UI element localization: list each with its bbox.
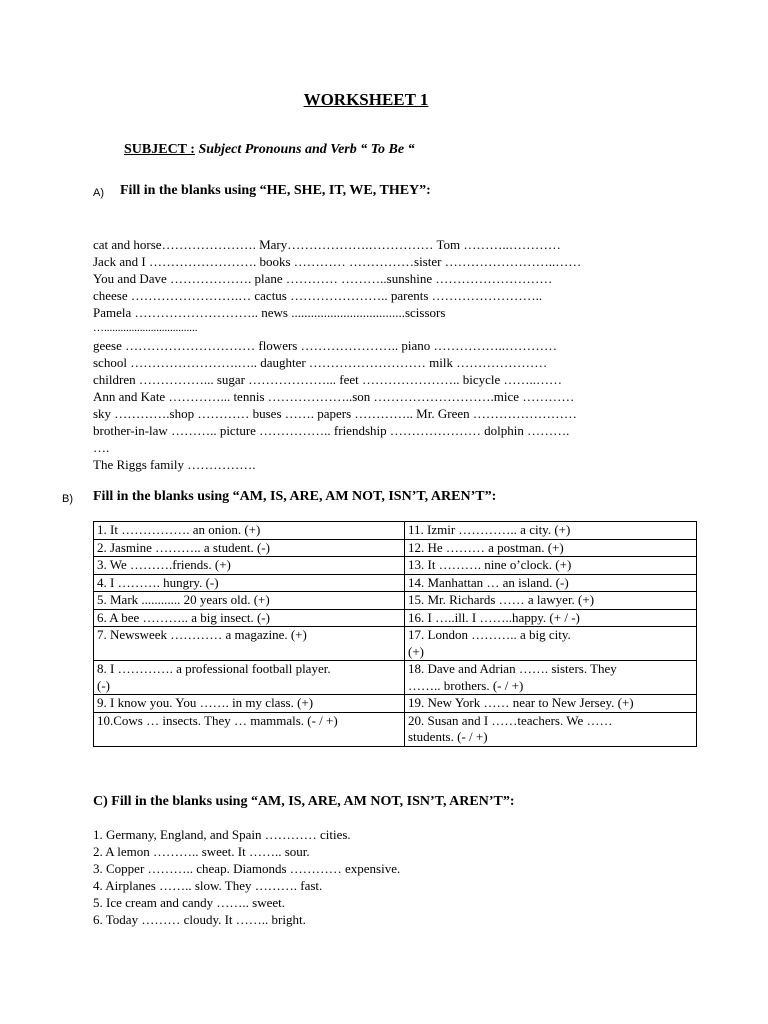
table-row xyxy=(94,522,697,540)
section-b-heading: Fill in the blanks using “AM, IS, ARE, AM NOT, ISN’T, AREN’T”: xyxy=(93,489,497,504)
section-c-line: 1. Germany, England, and Spain ………… cities. xyxy=(93,827,351,842)
section-a-line: cat and horse…………………. Mary……………….…………… Tom ………..………… xyxy=(93,237,561,252)
table-row xyxy=(94,712,697,746)
section-b-marker: B) xyxy=(62,493,73,505)
subject-line xyxy=(124,142,415,158)
exercise-item: 14. Manhattan … an island. (-) xyxy=(405,574,697,592)
exercise-item: 2. Jasmine ……….. a student. (-) xyxy=(94,539,405,557)
subject-text: Subject Pronouns and Verb “ To Be “ xyxy=(198,142,415,157)
exercise-item: 11. Izmir ………….. a city. (+) xyxy=(405,522,697,540)
section-a-line: The Riggs family ……………. xyxy=(93,457,256,472)
exercise-item: 7. Newsweek ………… a magazine. (+) xyxy=(94,627,405,661)
exercise-item: 5. Mark ............ 20 years old. (+) xyxy=(94,592,405,610)
exercise-item: 20. Susan and I ……teachers. We …… students. (- / +) xyxy=(405,712,697,746)
table-row xyxy=(94,661,697,695)
subject-label: SUBJECT : xyxy=(124,142,195,157)
worksheet-title: WORKSHEET 1 xyxy=(303,90,429,109)
section-c-line: 4. Airplanes …….. slow. They ………. fast. xyxy=(93,878,323,893)
exercise-item: 3. We ……….friends. (+) xyxy=(94,557,405,575)
section-a-line: You and Dave ………………. plane ………… ………..sunshine ……………………… xyxy=(93,271,553,286)
section-c-line: 6. Today ……… cloudy. It …….. bright. xyxy=(93,912,306,927)
table-row xyxy=(94,539,697,557)
exercise-table xyxy=(93,521,697,747)
section-c-line: 2. A lemon ……….. sweet. It …….. sour. xyxy=(93,844,310,859)
section-a-heading: Fill in the blanks using “HE, SHE, IT, WE, THEY”: xyxy=(120,183,431,198)
section-c-line: 3. Copper ……….. cheap. Diamonds ………… expensive. xyxy=(93,861,401,876)
exercise-item: 1. It ……………. an onion. (+) xyxy=(94,522,405,540)
section-a-line: school …………………….….. daughter ……………………… milk ………………… xyxy=(93,355,548,370)
section-a-line: Ann and Kate …………... tennis ………………..son ……………………….mice ………… xyxy=(93,389,575,404)
exercise-item: 13. It ………. nine o’clock. (+) xyxy=(405,557,697,575)
table-row xyxy=(94,592,697,610)
table-row xyxy=(94,557,697,575)
section-a-line: children ……………... sugar ………………... feet ………………….. bicycle ……..…… xyxy=(93,372,563,387)
section-a-line: cheese …………………….… cactus ………………….. parents …………………….. xyxy=(93,288,543,303)
table-row xyxy=(94,609,697,627)
section-a-line: sky ………….shop ………… buses ……. papers ………….. Mr. Green …………………… xyxy=(93,406,577,421)
exercise-item: 19. New York …… near to New Jersey. (+) xyxy=(405,695,697,713)
section-a-marker: A) xyxy=(93,187,104,199)
exercise-item: 15. Mr. Richards …… a lawyer. (+) xyxy=(405,592,697,610)
exercise-item: 18. Dave and Adrian ……. sisters. They …….. brothers. (- / +) xyxy=(405,661,697,695)
section-c-line: 5. Ice cream and candy …….. sweet. xyxy=(93,895,286,910)
section-a-line: Pamela ……………………….. news ...................................scissors xyxy=(93,305,446,320)
section-a-line: Jack and I ……………………. books ………… ……………sister ……………………..…… xyxy=(93,254,582,269)
exercise-item: 16. I …..ill. I ……..happy. (+ / -) xyxy=(405,609,697,627)
section-a-line: brother-in-law ……….. picture …………….. friendship ………………… dolphin ………. xyxy=(93,423,570,438)
section-c-heading: C) Fill in the blanks using “AM, IS, ARE, AM NOT, ISN’T, AREN’T”: xyxy=(93,794,515,809)
table-row xyxy=(94,574,697,592)
table-row xyxy=(94,627,697,661)
section-a-line: ….................................. xyxy=(93,322,198,334)
table-row xyxy=(94,695,697,713)
exercise-item: 10.Cows … insects. They … mammals. (- / +) xyxy=(94,712,405,746)
exercise-item: 8. I …………. a professional football player. (-) xyxy=(94,661,405,695)
section-a-line: …. xyxy=(93,440,110,455)
exercise-item: 6. A bee ……….. a big insect. (-) xyxy=(94,609,405,627)
exercise-item: 17. London ……….. a big city. (+) xyxy=(405,627,697,661)
section-a-line: geese ………………………… flowers ………………….. piano ……………..………… xyxy=(93,338,557,353)
exercise-item: 4. I ………. hungry. (-) xyxy=(94,574,405,592)
exercise-item: 12. He ……… a postman. (+) xyxy=(405,539,697,557)
exercise-item: 9. I know you. You ……. in my class. (+) xyxy=(94,695,405,713)
